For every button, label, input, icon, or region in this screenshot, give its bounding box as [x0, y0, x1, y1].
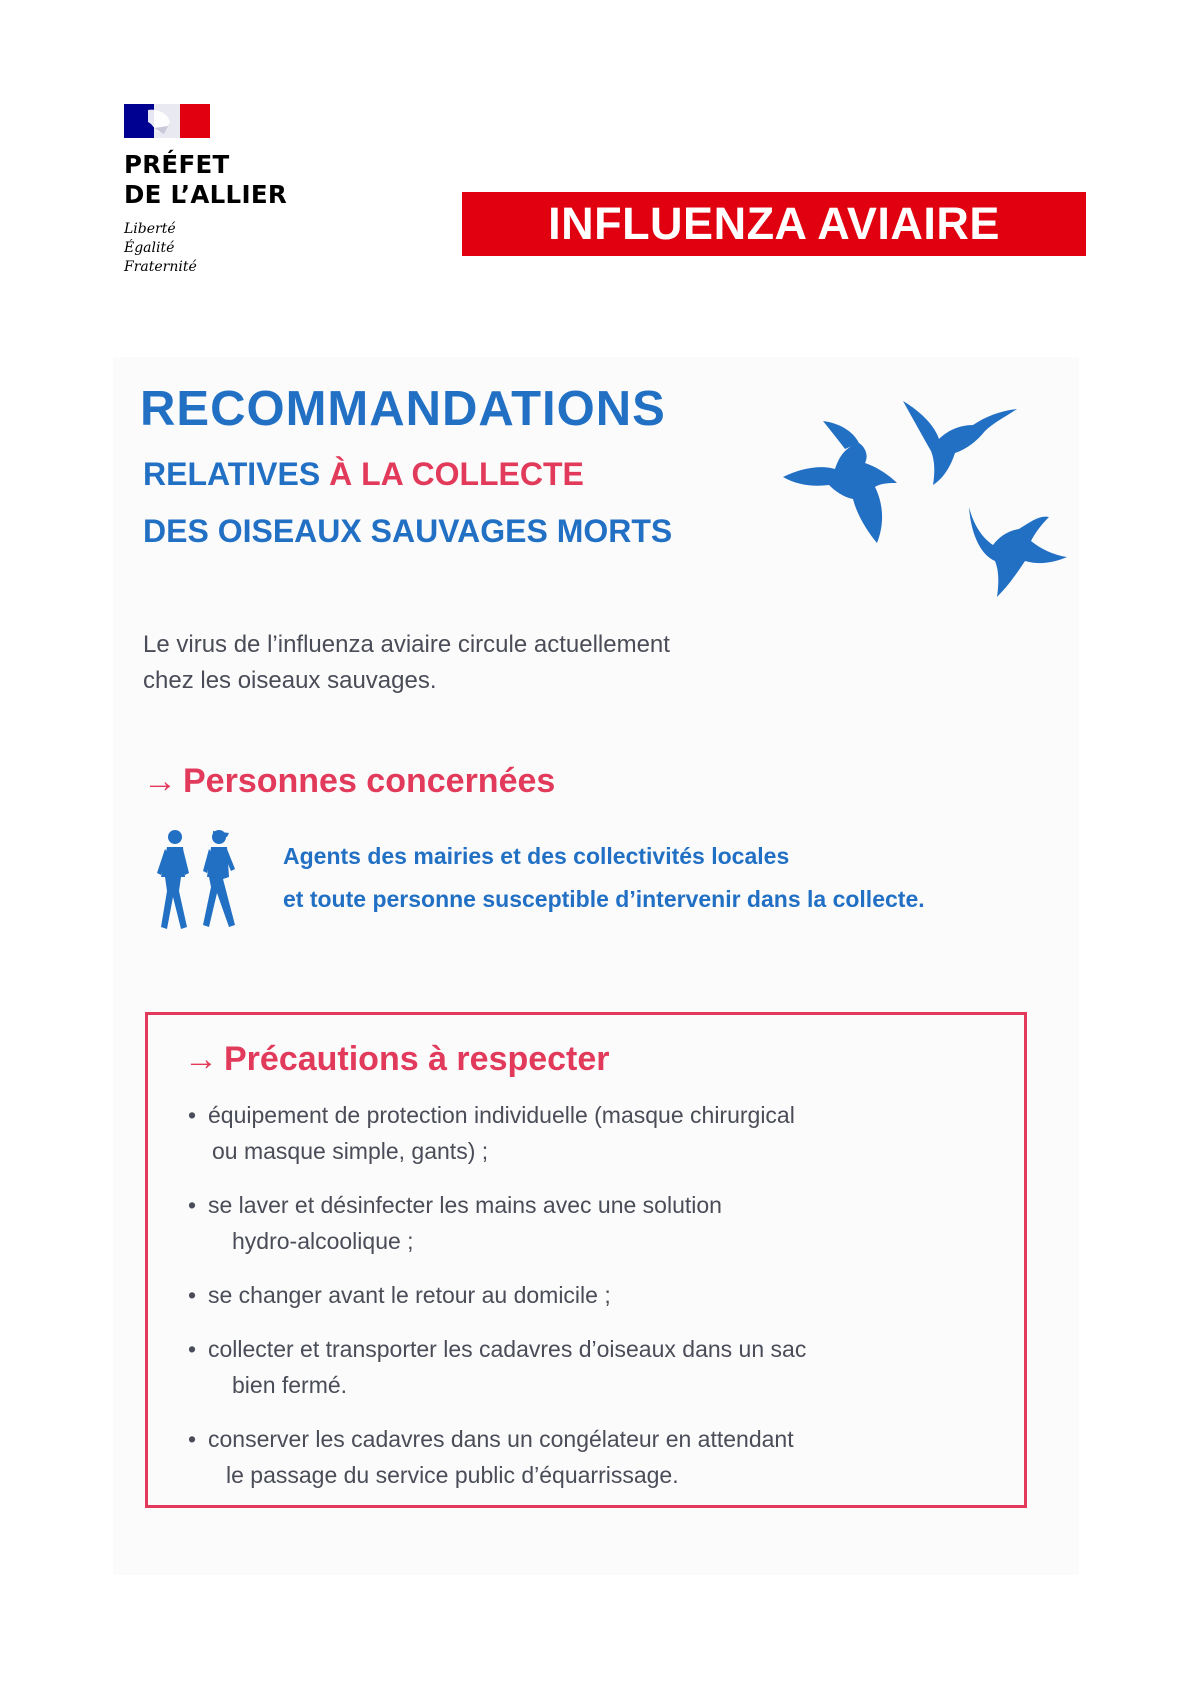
item-line2: hydro-alcoolique ;: [232, 1228, 414, 1254]
motto-line: Liberté: [124, 221, 176, 237]
section-precautions-title: [184, 1037, 610, 1081]
list-item: [188, 1331, 1008, 1403]
subtitle-prefix: RELATIVES: [143, 456, 330, 492]
item-line1: se changer avant le retour au domicile ;: [208, 1282, 611, 1308]
intro-line: Le virus de l’influenza aviaire circule actuellement: [143, 631, 670, 658]
poster-title: RECOMMANDATIONS: [140, 382, 666, 436]
republic-motto: [124, 220, 287, 277]
item-line2: ou masque simple, gants) ;: [212, 1138, 489, 1164]
influenza-banner: INFLUENZA AVIAIRE: [462, 192, 1086, 256]
item-line1: équipement de protection individuelle (masque chirurgical: [208, 1102, 795, 1128]
arrow-right-icon: →: [184, 1040, 218, 1078]
bullet-icon: •: [188, 1336, 197, 1362]
subtitle-highlight: À LA COLLECTE: [329, 456, 584, 492]
item-line1: conserver les cadavres dans un congélateur en attendant: [208, 1426, 794, 1452]
poster-subtitle-line1: [143, 452, 584, 496]
section-persons-title: [143, 759, 555, 803]
poster: [113, 357, 1079, 1575]
bullet-icon: •: [188, 1282, 197, 1308]
prefect-line2: DE L’ALLIER: [124, 180, 288, 209]
item-line1: se laver et désinfecter les mains avec une solution: [208, 1192, 722, 1218]
precautions-box: [145, 1012, 1027, 1508]
bullet-icon: •: [188, 1192, 197, 1218]
section-persons-label: Personnes concernées: [183, 762, 556, 800]
precautions-list: [188, 1097, 1008, 1511]
persons-line: et toute personne susceptible d’intervenir dans la collecte.: [283, 886, 925, 912]
persons-description: [283, 835, 1073, 921]
list-item: [188, 1421, 1008, 1493]
poster-subtitle-line2: DES OISEAUX SAUVAGES MORTS: [143, 513, 673, 549]
prefect-title: [124, 150, 287, 210]
prefect-line1: PRÉFET: [124, 150, 230, 179]
item-line1: collecter et transporter les cadavres d’oiseaux dans un sac: [208, 1336, 807, 1362]
item-line2: bien fermé.: [232, 1372, 348, 1398]
walking-people-icon: [151, 827, 251, 937]
persons-line: Agents des mairies et des collectivités locales: [283, 843, 790, 869]
list-item: [188, 1097, 1008, 1169]
bullet-icon: •: [188, 1426, 197, 1452]
section-precautions-label: Précautions à respecter: [224, 1040, 610, 1078]
intro-text: [143, 627, 843, 699]
prefecture-logo: [124, 104, 287, 277]
marianne-flag-icon: [124, 104, 210, 138]
flying-birds-icon: [773, 387, 1073, 607]
intro-line: chez les oiseaux sauvages.: [143, 667, 437, 694]
motto-line: Fraternité: [124, 259, 197, 275]
item-line2: le passage du service public d’équarrissage.: [226, 1462, 679, 1488]
arrow-right-icon: →: [143, 762, 177, 800]
motto-line: Égalité: [124, 240, 175, 256]
list-item: [188, 1277, 1008, 1313]
bullet-icon: •: [188, 1102, 197, 1128]
list-item: [188, 1187, 1008, 1259]
